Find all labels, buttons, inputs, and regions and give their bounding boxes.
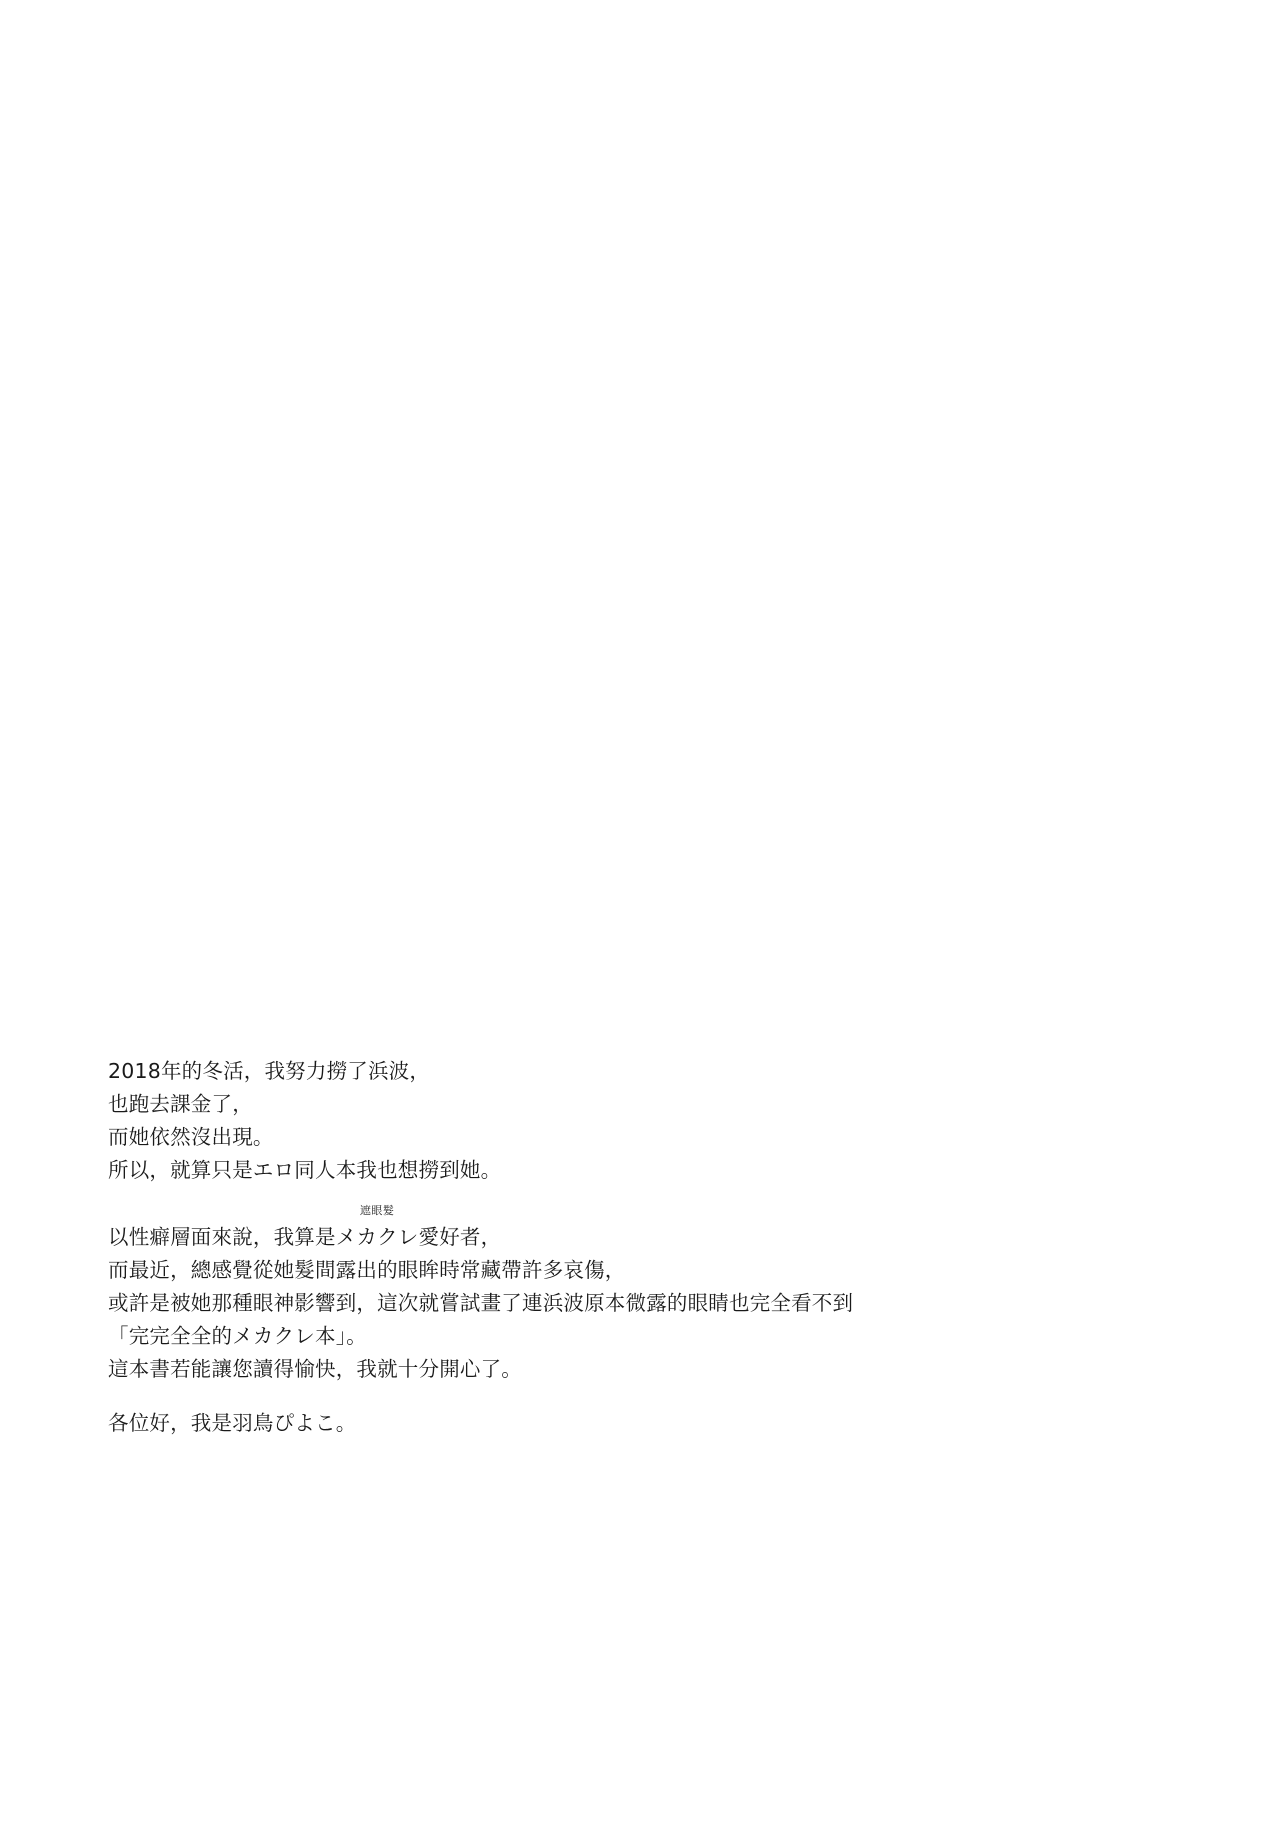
afterword-line-with-ruby bbox=[108, 1204, 1168, 1254]
afterword-line: 而最近，總感覺從她髮間露出的眼眸時常藏帶許多哀傷， bbox=[108, 1258, 626, 1282]
afterword-line-text-before-ruby: 以性癖層面來說，我算是 bbox=[108, 1225, 336, 1249]
ruby-annotation bbox=[335, 1204, 419, 1254]
afterword-line: 或許是被她那種眼神影響到，這次就嘗試畫了連浜波原本微露的眼睛也完全看不到 bbox=[108, 1291, 854, 1315]
afterword-text-block bbox=[108, 1055, 1168, 1440]
afterword-paragraph-2 bbox=[108, 1204, 1168, 1386]
afterword-line: 「完完全全的メカクレ本」。 bbox=[108, 1324, 367, 1348]
afterword-paragraph-1 bbox=[108, 1055, 1168, 1187]
afterword-line: 也跑去課金了， bbox=[108, 1092, 253, 1116]
ruby-base-text: メカクレ bbox=[335, 1225, 419, 1249]
afterword-line: 2018年的冬活，我努力撈了浜波， bbox=[108, 1059, 431, 1083]
ruby-gloss-text: 遮眼髮 bbox=[359, 1204, 395, 1217]
afterword-line-text-after-ruby: 愛好者， bbox=[418, 1225, 502, 1249]
afterword-line: 所以，就算只是エロ同人本我也想撈到她。 bbox=[108, 1158, 502, 1182]
afterword-line: 而她依然沒出現。 bbox=[108, 1125, 274, 1149]
afterword-line: 這本書若能讓您讀得愉快，我就十分開心了。 bbox=[108, 1357, 522, 1381]
afterword-signature: 各位好，我是羽鳥ぴよこ。 bbox=[108, 1411, 357, 1435]
